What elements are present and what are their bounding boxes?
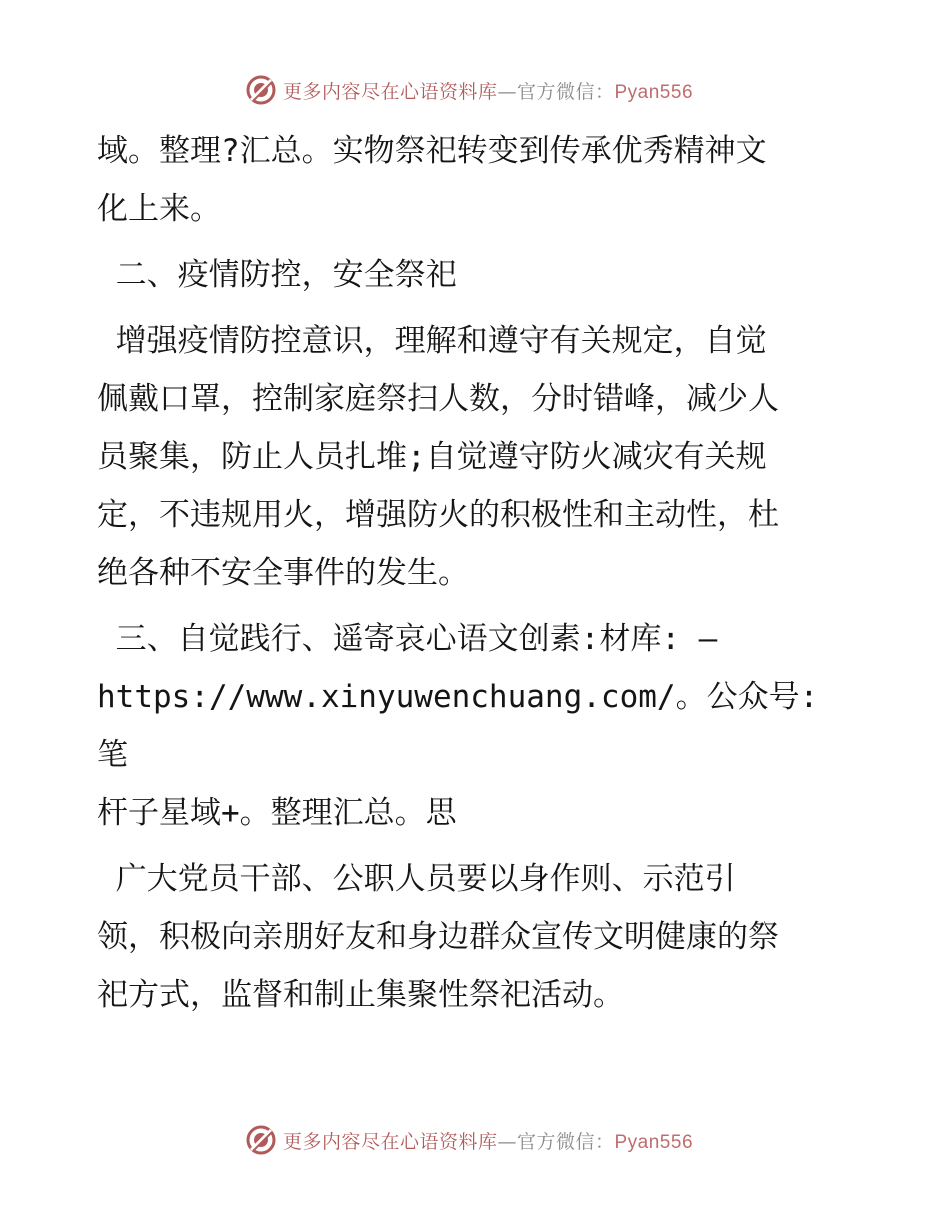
footer-separator: —: [497, 1130, 517, 1153]
header-watermark-banner: [0, 70, 950, 110]
header-watermark-content: [245, 74, 693, 106]
footer-watermark-content: [245, 1124, 693, 1156]
body-line: 广大党员干部、公职人员要以身作则、示范引: [97, 861, 736, 897]
body-line: 祀方式，监督和制止集聚性祭祀活动。: [97, 977, 624, 1013]
body-line: 佩戴口罩，控制家庭祭扫人数，分时错峰，减少人: [97, 381, 779, 417]
header-wechat-label: 官方微信：: [516, 80, 615, 103]
body-line: https://www.xinyuwenchuang.com/。公众号: 笔: [97, 679, 837, 773]
section-heading-2: 二、疫情防控，安全祭祀: [97, 257, 457, 293]
brand-logo-icon: [245, 74, 277, 106]
footer-wechat-id: Pyan556: [614, 1131, 694, 1153]
header-brand-text: 更多内容尽在心语资料库: [282, 80, 498, 103]
footer-watermark-banner: [0, 1120, 950, 1160]
header-watermark-text: [283, 77, 693, 104]
footer-watermark-text: [283, 1127, 693, 1154]
body-line: 杆子星域+。整理汇总。思: [97, 795, 457, 831]
brand-logo-icon: [245, 1124, 277, 1156]
body-line: 化上来。: [97, 191, 221, 227]
body-line: 绝各种不安全事件的发生。: [97, 555, 469, 591]
body-line: 域。整理?汇总。实物祭祀转变到传承优秀精神文: [97, 133, 767, 169]
body-line: 增强疫情防控意识，理解和遵守有关规定，自觉: [97, 323, 767, 359]
body-line: 定，不违规用火，增强防火的积极性和主动性，杜: [97, 497, 779, 533]
document-body: [97, 122, 857, 1024]
footer-brand-text: 更多内容尽在心语资料库: [282, 1130, 498, 1153]
body-line: 员聚集，防止人员扎堆;自觉遵守防火减灾有关规: [97, 439, 767, 475]
header-separator: —: [497, 80, 517, 103]
body-line: 领，积极向亲朋好友和身边群众宣传文明健康的祭: [97, 919, 779, 955]
header-wechat-id: Pyan556: [614, 81, 694, 103]
footer-wechat-label: 官方微信：: [516, 1130, 615, 1153]
section-heading-3: 三、自觉践行、遥寄哀心语文创素:材库: —: [97, 621, 718, 657]
